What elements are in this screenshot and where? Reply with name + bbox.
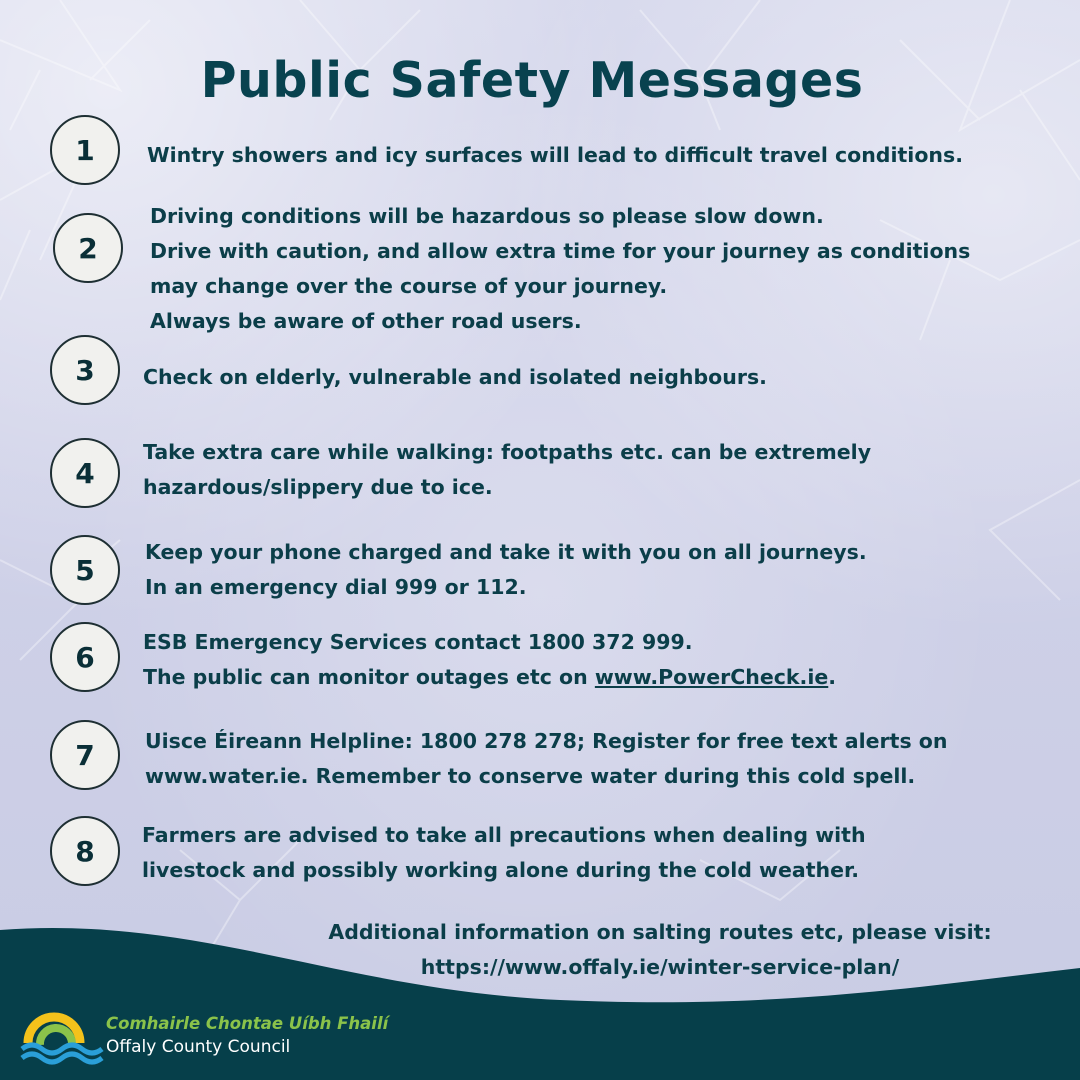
message-line: ESB Emergency Services contact 1800 372 999. (143, 630, 693, 654)
message-text (142, 818, 866, 888)
additional-info-text: Additional information on salting routes etc, please visit: (328, 920, 992, 944)
message-line: Uisce Éireann Helpline: 1800 278 278; Register for free text alerts on (145, 729, 948, 753)
message-line: may change over the course of your journey. (150, 274, 668, 298)
number-badge: 6 (50, 622, 120, 692)
winter-service-plan-link[interactable]: https://www.offaly.ie/winter-service-plan/ (420, 955, 900, 979)
number-badge: 1 (50, 115, 120, 185)
message-line: www.water.ie. Remember to conserve water during this cold spell. (145, 764, 916, 788)
additional-info (280, 915, 1040, 985)
message-line: Check on elderly, vulnerable and isolated neighbours. (143, 365, 767, 389)
message-text (147, 138, 963, 173)
message-text (145, 724, 947, 794)
message-line: In an emergency dial 999 or 112. (145, 575, 527, 599)
message-line: Farmers are advised to take all precautions when dealing with (142, 823, 866, 847)
message-line (143, 660, 836, 695)
link-suffix: . (828, 665, 837, 689)
message-text (143, 360, 767, 395)
number-badge: 4 (50, 438, 120, 508)
message-text (150, 199, 970, 339)
council-name-irish: Comhairle Chontae Uíbh Fhailí (106, 1014, 389, 1033)
message-text (143, 625, 836, 695)
message-text (143, 435, 871, 505)
page-title: Public Safety Messages (200, 52, 864, 109)
message-line: Always be aware of other road users. (150, 309, 582, 333)
message-line: Driving conditions will be hazardous so please slow down. (150, 204, 824, 228)
message-line: Take extra care while walking: footpaths etc. can be extremely (143, 440, 872, 464)
message-line-prefix: The public can monitor outages etc on (143, 665, 595, 689)
number-badge: 8 (50, 816, 120, 886)
number-badge: 2 (53, 213, 123, 283)
number-badge: 3 (50, 335, 120, 405)
message-line: Drive with caution, and allow extra time for your journey as conditions (150, 239, 971, 263)
number-badge: 5 (50, 535, 120, 605)
offaly-council-logo-icon (18, 1005, 108, 1065)
council-name-english: Offaly County Council (106, 1037, 291, 1057)
powercheck-link[interactable]: www.PowerCheck.ie (594, 665, 829, 689)
message-line: Wintry showers and icy surfaces will lead to difficult travel conditions. (147, 143, 964, 167)
number-badge: 7 (50, 720, 120, 790)
message-line: livestock and possibly working alone during the cold weather. (142, 858, 859, 882)
message-line: Keep your phone charged and take it with you on all journeys. (145, 540, 867, 564)
message-text (145, 535, 867, 605)
message-line: hazardous/slippery due to ice. (143, 475, 493, 499)
